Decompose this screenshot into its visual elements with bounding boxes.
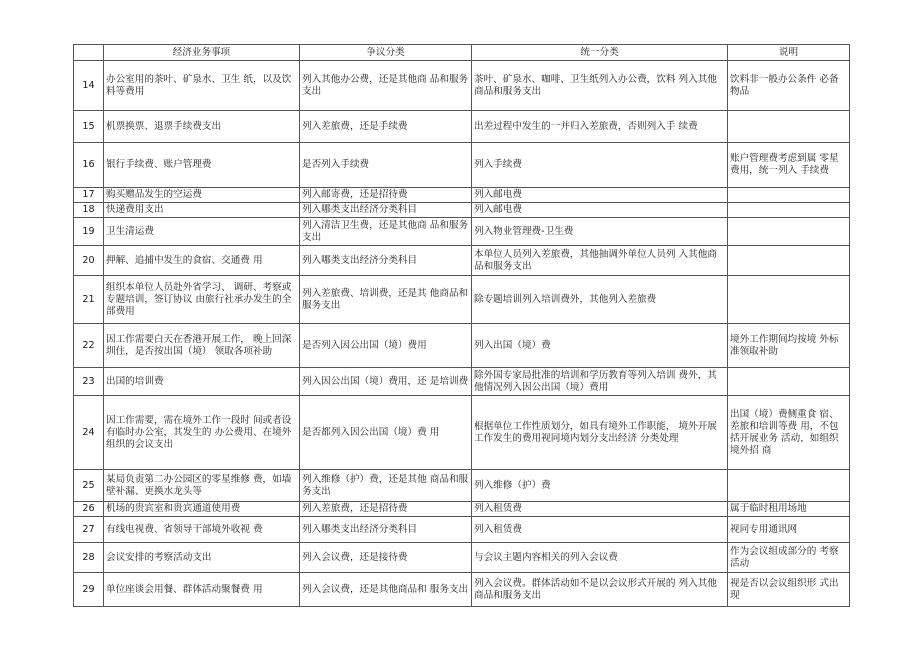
row-note (728, 111, 850, 143)
row-unified: 列入租赁费 (472, 502, 728, 517)
row-item: 机场的贵宾室和贵宾通道使用费 (104, 502, 300, 517)
row-unified: 除外国专家局批准的培训和学历教育等列入培训 费外，其他情况列入因公出国（境）费用 (472, 368, 728, 396)
row-item: 押解、追捕中发生的食宿、交通费 用 (104, 246, 300, 276)
row-item: 机票换票、退票手续费支出 (104, 111, 300, 143)
row-dispute: 列入清洁卫生费，还是其他商 品和服务支出 (300, 218, 472, 246)
row-unified: 根据单位工作性质划分，如具有境外工作职能， 境外开展工作发生的费用视同境内划分支出经济 分类处理 (472, 396, 728, 470)
header-unified: 统一分类 (472, 45, 728, 61)
row-dispute: 是否都列入因公出国（境）费 用 (300, 396, 472, 470)
row-number: 18 (74, 203, 104, 218)
row-dispute: 列入邮寄费，还是招待费 (300, 188, 472, 203)
table-row (74, 143, 850, 188)
row-number: 27 (74, 517, 104, 543)
table-row (74, 203, 850, 218)
row-dispute: 列入差旅费、培训费，还是其 他商品和服务支出 (300, 276, 472, 324)
table-row (74, 111, 850, 143)
row-item: 办公室用的茶叶、矿泉水、卫生 纸，以及饮料等费用 (104, 61, 300, 111)
header-note: 说明 (728, 45, 850, 61)
row-item: 银行手续费、账户管理费 (104, 143, 300, 188)
row-note: 属于临时租用场地 (728, 502, 850, 517)
row-item: 组织本单位人员赴外省学习、 调研、考察或专题培训，签订协议 由旅行社承办发生的全部费用 (104, 276, 300, 324)
row-number: 21 (74, 276, 104, 324)
row-unified: 列入会议费。群体活动如不是以会议形式开展的 列入其他商品和服务支出 (472, 573, 728, 607)
row-item: 会议安排的考察活动支出 (104, 543, 300, 573)
row-note (728, 218, 850, 246)
row-item: 出国的培训费 (104, 368, 300, 396)
row-item: 购买赠品发生的空运费 (104, 188, 300, 203)
row-unified: 列入邮电费 (472, 203, 728, 218)
row-dispute: 列入维修（护）费，还是其他 商品和服务支出 (300, 470, 472, 502)
row-number: 20 (74, 246, 104, 276)
row-number: 19 (74, 218, 104, 246)
classification-table (73, 44, 850, 607)
row-number: 22 (74, 324, 104, 368)
table-row (74, 543, 850, 573)
row-dispute: 列入会议费，还是其他商品和 服务支出 (300, 573, 472, 607)
table-row (74, 517, 850, 543)
row-dispute: 列入差旅费，还是手续费 (300, 111, 472, 143)
table-row (74, 188, 850, 203)
row-dispute: 列入哪类支出经济分类科目 (300, 517, 472, 543)
row-note: 境外工作期间均按境 外标准领取补助 (728, 324, 850, 368)
row-note: 视同专用通讯网 (728, 517, 850, 543)
row-note: 账户管理费考虑到属 零星费用，统一列入 手续费 (728, 143, 850, 188)
row-item: 因工作需要白天在香港开展工作， 晚上回深圳住，是否按出国（境） 领取各项补助 (104, 324, 300, 368)
row-item: 有线电视费、省领导干部境外收视 费 (104, 517, 300, 543)
table-row (74, 218, 850, 246)
header-dispute: 争议分类 (300, 45, 472, 61)
row-unified: 列入租赁费 (472, 517, 728, 543)
table-row (74, 502, 850, 517)
row-dispute: 列入差旅费，还是招待费 (300, 502, 472, 517)
row-number: 17 (74, 188, 104, 203)
row-note: 作为会议组成部分的 考察活动 (728, 543, 850, 573)
table-header-row (74, 45, 850, 61)
row-number: 14 (74, 61, 104, 111)
row-item: 某局负责第二办公园区的零星维修 费，如墙壁补漏、更换水龙头等 (104, 470, 300, 502)
row-number: 25 (74, 470, 104, 502)
row-note (728, 203, 850, 218)
table-row (74, 324, 850, 368)
header-number (74, 45, 104, 61)
row-dispute: 列入哪类支出经济分类科目 (300, 203, 472, 218)
row-item: 快递费用支出 (104, 203, 300, 218)
row-unified: 与会议主题内容相关的列入会议费 (472, 543, 728, 573)
row-note: 饮料非一般办公条件 必备物品 (728, 61, 850, 111)
row-note: 视是否以会议组织形 式出现 (728, 573, 850, 607)
row-item: 卫生清运费 (104, 218, 300, 246)
table-row (74, 470, 850, 502)
row-item: 因工作需要，需在境外工作一段时 间或者设有临时办公室，其发生的 办公费用、在境外组织的会议支出 (104, 396, 300, 470)
row-number: 24 (74, 396, 104, 470)
row-unified: 列入邮电费 (472, 188, 728, 203)
row-dispute: 列入其他办公费，还是其他商 品和服务支出 (300, 61, 472, 111)
row-unified: 茶叶、矿泉水、咖啡、卫生纸列入办公费，饮料 列入其他商品和服务支出 (472, 61, 728, 111)
table-row (74, 573, 850, 607)
row-number: 23 (74, 368, 104, 396)
row-dispute: 是否列入手续费 (300, 143, 472, 188)
row-note (728, 276, 850, 324)
row-unified: 列入维修（护）费 (472, 470, 728, 502)
row-note (728, 188, 850, 203)
row-unified: 本单位人员列入差旅费，其他抽调外单位人员列 入其他商品和服务支出 (472, 246, 728, 276)
row-dispute: 列入哪类支出经济分类科目 (300, 246, 472, 276)
row-unified: 列入物业管理费-卫生费 (472, 218, 728, 246)
row-dispute: 列入因公出国（境）费用，还 是培训费 (300, 368, 472, 396)
row-number: 15 (74, 111, 104, 143)
row-note (728, 470, 850, 502)
table-row (74, 396, 850, 470)
table-row (74, 246, 850, 276)
row-note (728, 368, 850, 396)
table-row (74, 368, 850, 396)
row-note: 出国（境）费侧重食 宿、差旅和培训等费 用，不包括开展业务 活动，如组织境外招 商 (728, 396, 850, 470)
header-item: 经济业务事项 (104, 45, 300, 61)
table-row (74, 61, 850, 111)
row-number: 29 (74, 573, 104, 607)
row-number: 28 (74, 543, 104, 573)
row-item: 单位座谈会用餐、群体活动聚餐费 用 (104, 573, 300, 607)
row-number: 16 (74, 143, 104, 188)
row-unified: 出差过程中发生的一并归入差旅费，否则列入手 续费 (472, 111, 728, 143)
row-number: 26 (74, 502, 104, 517)
row-dispute: 是否列入因公出国（境）费用 (300, 324, 472, 368)
row-unified: 列入手续费 (472, 143, 728, 188)
table-row (74, 276, 850, 324)
row-note (728, 246, 850, 276)
row-unified: 列入出国（境）费 (472, 324, 728, 368)
row-unified: 除专题培训列入培训费外，其他列入差旅费 (472, 276, 728, 324)
row-dispute: 列入会议费，还是接待费 (300, 543, 472, 573)
